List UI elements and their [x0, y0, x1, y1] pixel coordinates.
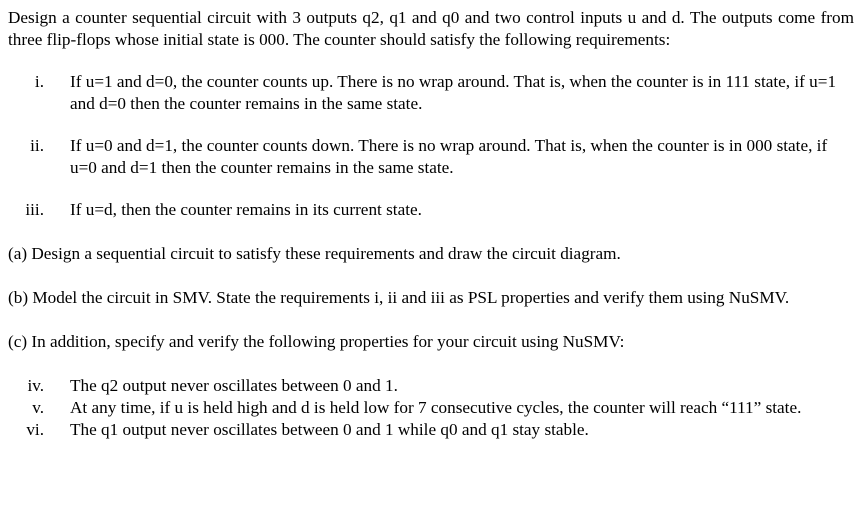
requirement-text: If u=1 and d=0, the counter counts up. There is no wrap around. That is, when the counter is in 111 state, if u=1 and d=0 then the counter remains in the same state.	[70, 72, 837, 113]
requirement-ii	[8, 135, 854, 179]
property-numeral: vi.	[26, 420, 44, 439]
part-c: (c) In addition, specify and verify the following properties for your circuit using NuSMV:	[8, 332, 625, 351]
requirement-i	[8, 71, 854, 115]
part-a: (a) Design a sequential circuit to satisfy these requirements and draw the circuit diagram.	[8, 244, 621, 263]
property-text: At any time, if u is held high and d is held low for 7 consecutive cycles, the counter will reach “111” state.	[70, 398, 802, 417]
property-iv	[8, 375, 854, 397]
property-v	[8, 397, 854, 419]
property-text: The q2 output never oscillates between 0 and 1.	[70, 376, 398, 395]
requirement-text: If u=0 and d=1, the counter counts down. There is no wrap around. That is, when the counter is in 000 state, if u=0 and d=1 then the counter remains in the same state.	[70, 136, 828, 177]
intro-paragraph: Design a counter sequential circuit with 3 outputs q2, q1 and q0 and two control inputs u and d. The outputs come from three flip-flops whose initial state is 000. The counter should satisfy the following requirements:	[8, 8, 854, 49]
property-vi	[8, 419, 854, 441]
document-body	[8, 7, 854, 441]
requirement-numeral: i.	[34, 72, 44, 91]
part-b: (b) Model the circuit in SMV. State the requirements i, ii and iii as PSL properties and verify them using NuSMV.	[8, 288, 790, 307]
property-text: The q1 output never oscillates between 0 and 1 while q0 and q1 stay stable.	[70, 420, 589, 439]
requirement-text: If u=d, then the counter remains in its current state.	[70, 200, 422, 219]
requirement-numeral: iii.	[25, 200, 44, 219]
requirement-iii	[8, 199, 854, 221]
property-numeral: iv.	[27, 376, 44, 395]
property-numeral: v.	[32, 398, 44, 417]
requirement-numeral: ii.	[30, 136, 44, 155]
